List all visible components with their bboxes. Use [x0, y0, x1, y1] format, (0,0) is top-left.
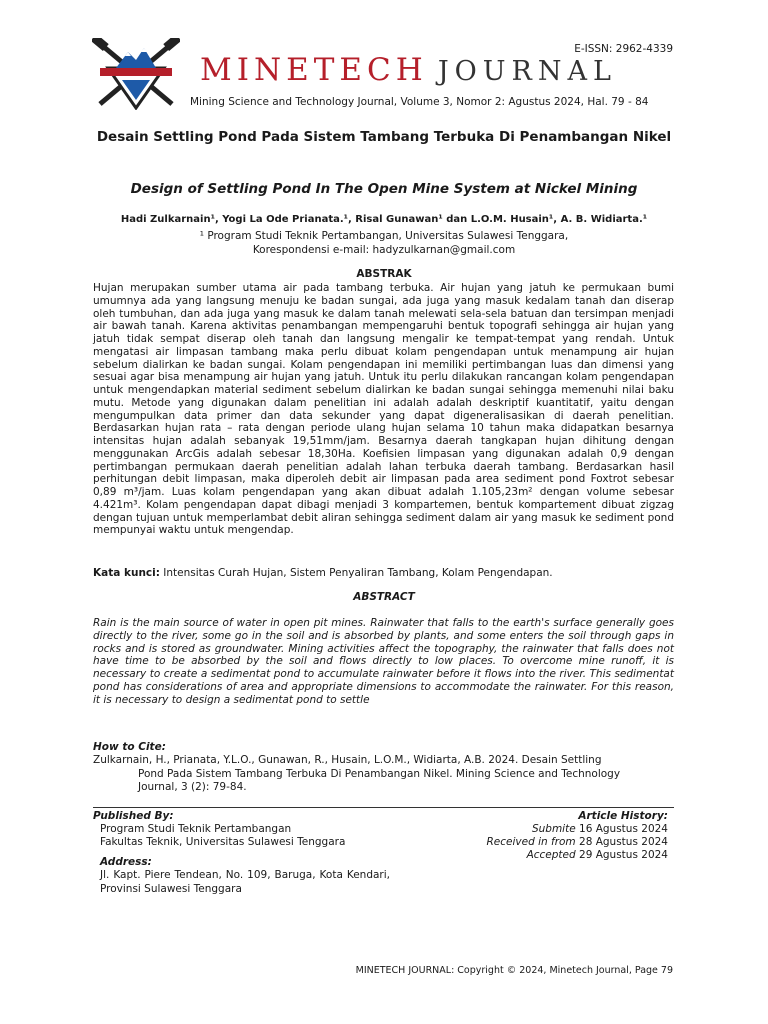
keywords [93, 567, 674, 579]
abstrak-body: Hujan merupakan sumber utama air pada tambang terbuka. Air hujan yang jatuh ke permukaan bumi umumnya ada yang langsung menuju ke badan sungai, ada juga yang masuk kedalam tanah dan diserap oleh tumbuhan, dan ada juga yang masuk ke dalam tanah melewati sela-sela batuan dan tersimpan menjadi air bawah tanah. Karena aktivitas penambangan mempengaruhi bentuk topografi sehingga air hujan yang jatuh tidak sempat diserap oleh tanah dan langsung mengalir ke tempat-tempat yang rendah. Untuk mengatasi air limpasan tambang maka perlu dibuat kolam pengendapan untuk menampung air hujan sebelum dialirkan ke badan sungai. Kolam pengendapan ini memiliki pertimbangan luas dan dimensi yang sesuai agar bisa menampung air hujan yang jatuh. Untuk itu perlu dilakukan rancangan kolam pengendapan untuk mengendapkan material sediment sebelum dialirkan ke badan sungai sehingga memenuhi nilai baku mutu. Metode yang digunakan dalam penelitian ini adalah adalah deskriptif kuantitatif, yaitu dengan mengumpulkan data primer dan data sekunder yang dapat digeneralisasikan di daerah penelitian. Berdasarkan hujan rata – rata dengan periode ulang hujan selama 10 tahun maka didapatkan besarnya intensitas hujan adalah sebanyak 19,51mm/jam. Besarnya daerah tangkapan hujan dihitung dengan menggunakan ArcGis adalah sebesar 18,30Ha. Koefisien limpasan yang digunakan adalah 0,9 dengan pertimbangan permukaan daerah penelitian adalah lahan terbuka daerah tambang. Berdasarkan hasil perhitungan debit limpasan, maka diperoleh debit air limpasan pada area sediment pond Foxtrot sebesar 0,89 m³/jam. Luas kolam pengendapan yang akan dibuat adalah 1.105,23m² dengan volume sebesar 4.421m³. Kolam pengendapan dapat dibagi menjadi 3 kompartemen, bentuk kompartement dibuat zigzag dengan tujuan untuk memperlambat debit aliran sehingga sediment dalam air yang masuk ke sediment pond mempunyai waktu untuk mengendap. [93, 282, 674, 537]
abstrak-heading: ABSTRAK [356, 268, 412, 280]
published-heading: Published By: [93, 810, 174, 822]
publisher-line-2: Fakultas Teknik, Universitas Sulawesi Tenggara [100, 836, 346, 848]
keywords-label: Kata kunci: [93, 567, 160, 579]
submit-date: 16 Agustus 2024 [579, 823, 668, 835]
cite-line-1: Zulkarnain, H., Prianata, Y.L.O., Gunawan, R., Husain, L.O.M., Widiarta, A.B. 2024. Desain Settling [93, 754, 602, 766]
received-date: 28 Agustus 2024 [579, 836, 668, 848]
journal-logo [92, 38, 180, 110]
authors: Hadi Zulkarnain¹, Yogi La Ode Prianata.¹, Risal Gunawan¹ dan L.O.M. Husain¹, A. B. Widiarta.¹ [120, 214, 648, 225]
keywords-text: Intensitas Curah Hujan, Sistem Penyaliran Tambang, Kolam Pengendapan. [163, 567, 553, 579]
page-footer: MINETECH JOURNAL: Copyright © 2024, Minetech Journal, Page 79 [355, 965, 673, 976]
publisher-line-1: Program Studi Teknik Pertambangan [100, 823, 292, 835]
accepted-date: 29 Agustus 2024 [579, 849, 668, 861]
history-received [487, 836, 669, 848]
accepted-label: Accepted [526, 849, 576, 861]
journal-info-line: Mining Science and Technology Journal, Volume 3, Nomor 2: Agustus 2024, Hal. 79 - 84 [190, 96, 649, 108]
cite-heading: How to Cite: [93, 741, 166, 753]
brand-main: MINETECH [200, 52, 428, 88]
correspondence: Korespondensi e-mail: hadyzulkarnan@gmail.com [252, 244, 516, 256]
brand-journal: JOURNAL [437, 56, 617, 87]
cite-line-3: Journal, 3 (2): 79-84. [138, 781, 247, 793]
affiliation: ¹ Program Studi Teknik Pertambangan, Universitas Sulawesi Tenggara, [199, 230, 569, 242]
submit-label: Submite [531, 823, 576, 835]
history-accepted [527, 849, 668, 861]
issn: E-ISSN: 2962-4339 [574, 43, 673, 55]
citation [93, 754, 674, 795]
received-label: Received in from [486, 836, 576, 848]
address-heading: Address: [100, 856, 152, 868]
affiliation-block [95, 229, 673, 257]
abstract-body: Rain is the main source of water in open pit mines. Rainwater that falls to the earth's surface generally goes directly to the river, some go in the soil and is absorbed by plants, and some enters the soil through gaps in rocks and is stored as groundwater. Mining activities affect the topography, the rainwater that falls does not have time to be absorbed by the soil and flows directly to low places. To overcome mine runoff, it is necessary to create a sedimentat pond to accumulate rainwater before it flows into the river. This sedimentat pond has considerations of area and appropriate dimensions to accommodate the rainwater. For this reason, it is necessary to design a sedimentat pond to settle [93, 617, 674, 706]
paper-title-english: Design of Settling Pond In The Open Mine System at Nickel Mining [130, 181, 638, 197]
paper-title: Desain Settling Pond Pada Sistem Tambang Terbuka Di Penambangan Nikel [96, 129, 672, 145]
journal-brand [200, 52, 617, 88]
abstract-heading: ABSTRACT [353, 591, 415, 603]
history-submitted [532, 823, 668, 835]
history-heading: Article History: [578, 810, 668, 822]
address: Jl. Kapt. Piere Tendean, No. 109, Baruga, Kota Kendari, Provinsi Sulawesi Tenggara [100, 869, 390, 895]
cite-line-2: Pond Pada Sistem Tambang Terbuka Di Penambangan Nikel. Mining Science and Technology [138, 767, 621, 780]
divider [93, 807, 674, 808]
